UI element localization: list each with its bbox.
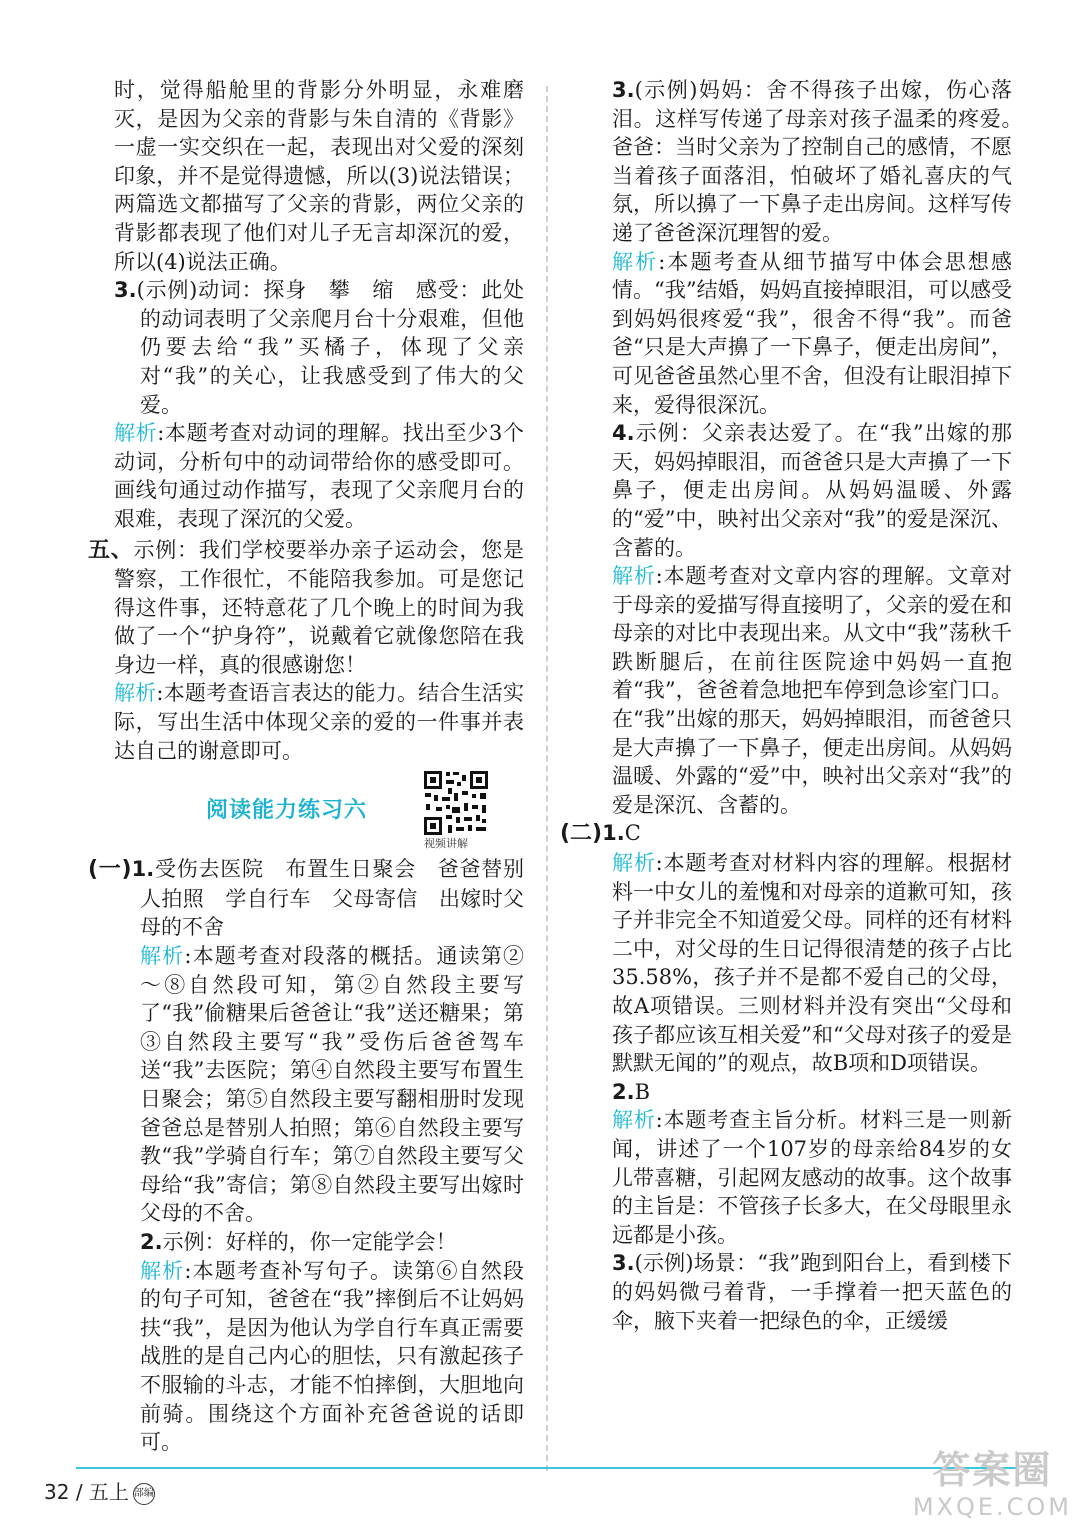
analysis-text: :本题考查对材料内容的理解。根据材料一中女儿的羞愧和对母亲的道歉可知，孩子并非完全不知道爱父母。同样的还有材料二中，对父母的生日记得很清楚的孩子占比35.58%，孩子并不是都不爱自己的父母，故A项错误。三则材料并没有突出“父母和孩子都应该互相关爱”和“父母对孩子的爱是默默无闻的”的观点，故B项和D项错误。 [612, 851, 1013, 1076]
question-3-analysis [114, 419, 524, 533]
footer-separator: / [75, 1480, 83, 1504]
question-3-answer: (示例)妈妈：舍不得孩子出嫁，伤心落泪。这样写传递了母亲对孩子温柔的疼爱。 爸爸：当时父亲为了控制自己的感情，不愿当着孩子面落泪，怕破坏了婚礼喜庆的气氛，所以擤了一下鼻子走出房间。这样写传递了爸爸深沉理智的爱。 [612, 78, 1033, 245]
column-divider [546, 86, 548, 1471]
question-1-analysis [140, 942, 524, 1228]
question-1-number: 1. [602, 821, 625, 846]
grade-label: 五上 [88, 1480, 129, 1504]
question-3-scene [612, 1249, 1012, 1335]
question-3 [612, 76, 1033, 248]
analysis-label: 解析 [612, 851, 656, 876]
question-2-analysis [140, 1257, 524, 1457]
group-two-question-1 [560, 819, 1012, 849]
question-3-answer: (示例)动词：探身 攀 缩 感受：此处的动词表明了父亲爬月台十分艰难，但他仍要去给“我”买橘子，体现了父亲对“我”的关心，让我感受到了伟大的父爱。 [136, 278, 524, 417]
analysis-label: 解析 [612, 564, 656, 589]
group-one-block [88, 942, 524, 1457]
question-2-analysis [612, 1106, 1012, 1249]
question-2-number: 2. [140, 1229, 163, 1254]
analysis-label: 解析 [612, 1108, 656, 1133]
question-3-number: 3. [612, 1251, 635, 1276]
question-3 [114, 276, 524, 419]
question-4-analysis [612, 562, 1012, 819]
question-2 [140, 1228, 524, 1257]
question-2-number: 2. [612, 1079, 635, 1104]
paragraph-continuation [88, 76, 524, 276]
section-five-analysis [88, 679, 524, 765]
question-1-answer: C [624, 821, 641, 846]
question-1-number: 1. [131, 857, 155, 882]
question-4 [612, 419, 1012, 562]
continuation-text: 时，觉得船舱里的背影分外明显，永难磨灭，是因为父亲的背影与朱自清的《背影》一虚一实交织在一起，表现出对父爱的深刻印象，并不是觉得遗憾，所以(3)说法错误；两篇选文都描写了父亲的背影，两位父亲的背影都表现了他们对儿子无言却深沉的爱，所以(4)说法正确。 [114, 78, 524, 274]
question-1-answer: 受伤去医院 布置生日聚会 爸爸替别人拍照 学自行车 父母寄信 出嫁时父母的不舍 [140, 857, 524, 940]
analysis-text: :本题考查主旨分析。材料三是一则新闻，讲述了一个107岁的母亲给84岁的女儿带喜糖，引起网友感动的故事。这个故事的主旨是：不管孩子长多大，在父母眼里永远都是小孩。 [612, 1108, 1013, 1247]
analysis-text: :本题考查对文章内容的理解。文章对于母亲的爱描写得直接明了，父亲的爱在和母亲的对比中表现出来。从文中“我”荡秋千跌断腿后，在前往医院途中妈妈一直抱着“我”，爸爸着急地把车停到急诊室门口。在“我”出嫁的那天，妈妈掉眼泪，而爸爸只是大声擤了一下鼻子，便走出房间。从妈妈温暖、外露的“爱”中，映衬出父亲对“我”的爱是深沉、含蓄的。 [612, 564, 1013, 817]
qr-code-icon[interactable] [422, 769, 490, 837]
right-column [560, 76, 1033, 1335]
question-3-number: 3. [612, 78, 635, 102]
group-one-question-1 [88, 855, 524, 942]
question-2-answer: 示例：好样的，你一定能学会！ [162, 1229, 457, 1254]
analysis-text: :本题考查补写句子。读第⑥自然段的句子可知，爸爸在“我”摔倒后不让妈妈扶“我”，是因为他认为学自行车真正需要战胜的是自己内心的胆怯，只有激起孩子不服输的斗志，才能不怕摔倒，大胆地向前骑。围绕这个方面补充爸爸说的话即可。 [140, 1258, 524, 1455]
watermark [913, 1448, 1072, 1522]
section-five [88, 536, 524, 680]
edition-badge-icon: 部编 [133, 1483, 155, 1505]
section-five-number: 五、 [88, 537, 134, 563]
question-4-answer: 示例：父亲表达爱了。在“我”出嫁的那天，妈妈掉眼泪，而爸爸只是大声擤了一下鼻子，便走出房间。从妈妈温暖、外露的“爱”中，映衬出父亲对“我”的爱是深沉、含蓄的。 [612, 421, 1012, 560]
analysis-label: 解析 [114, 681, 157, 706]
analysis-text: :本题考查从细节描写中体会思想感情。“我”结婚，妈妈直接掉眼泪，可以感受到妈妈很疼爱“我”，很舍不得“我”。而爸爸“只是大声擤了一下鼻子，便走出房间”，可见爸爸虽然心里不舍，但没有让眼泪掉下来，爱得很深沉。 [612, 249, 1013, 417]
footer-rule [76, 1467, 1016, 1469]
group-two-label: (二) [560, 821, 603, 847]
analysis-label: 解析 [114, 421, 158, 446]
question-1-analysis [612, 849, 1012, 1078]
question-3-answer: (示例)场景：“我”跑到阳台上，看到楼下的妈妈微弓着背，一手撑着一把天蓝色的伞，腋下夹着一把绿色的伞，正缓缓 [612, 1251, 1012, 1333]
watermark-url: MXQE.COM [912, 1493, 1072, 1521]
analysis-text: :本题考查对动词的理解。找出至少3个动词，分析句中的动词带给你的感受即可。画线句通过动作描写，表现了父亲爬月台的艰难，表现了深沉的父爱。 [114, 421, 524, 531]
question-3-block [88, 276, 524, 533]
analysis-text: :本题考查对段落的概括。通读第②～⑧自然段可知，第②自然段主要写了“我”偷糖果后爸爸让“我”送还糖果；第③自然段主要写“我”受伤后爸爸驾车送“我”去医院；第④自然段主要写布置生日聚会；第⑤自然段主要写翻相册时发现爸爸总是替别人拍照；第⑥自然段主要写教“我”学骑自行车；第⑦自然段主要写父母给“我”寄信；第⑧自然段主要写出嫁时父母的不舍。 [140, 944, 524, 1226]
page-footer [44, 1476, 155, 1505]
section-title: 阅读能力练习六 [206, 798, 368, 824]
question-4-number: 4. [612, 421, 635, 446]
question-2 [612, 1078, 1012, 1107]
question-3-number: 3. [114, 278, 137, 303]
analysis-label: 解析 [140, 944, 185, 969]
watermark-logo: 答案圈 [932, 1448, 1053, 1492]
analysis-text: :本题考查语言表达的能力。结合生活实际，写出生活中体现父亲的爱的一件事并表达自己的谢意即可。 [114, 681, 525, 763]
question-2-answer: B [634, 1079, 651, 1104]
section-five-answer: 示例：我们学校要举办亲子运动会，您是警察，工作很忙，不能陪我参加。可是您记得这件事，还特意花了几个晚上的时间为我做了一个“护身符”，说戴着它就像您陪在我身边一样，真的很感谢您！ [114, 537, 524, 677]
qr-code-label: 视频讲解 [424, 837, 468, 851]
group-one-label: (一) [88, 857, 132, 883]
page-number: 32 [44, 1480, 70, 1504]
left-column [88, 76, 524, 1457]
analysis-label: 解析 [612, 249, 659, 274]
analysis-label: 解析 [140, 1258, 185, 1283]
section-title-row [88, 769, 524, 851]
question-3-analysis [612, 248, 1012, 420]
